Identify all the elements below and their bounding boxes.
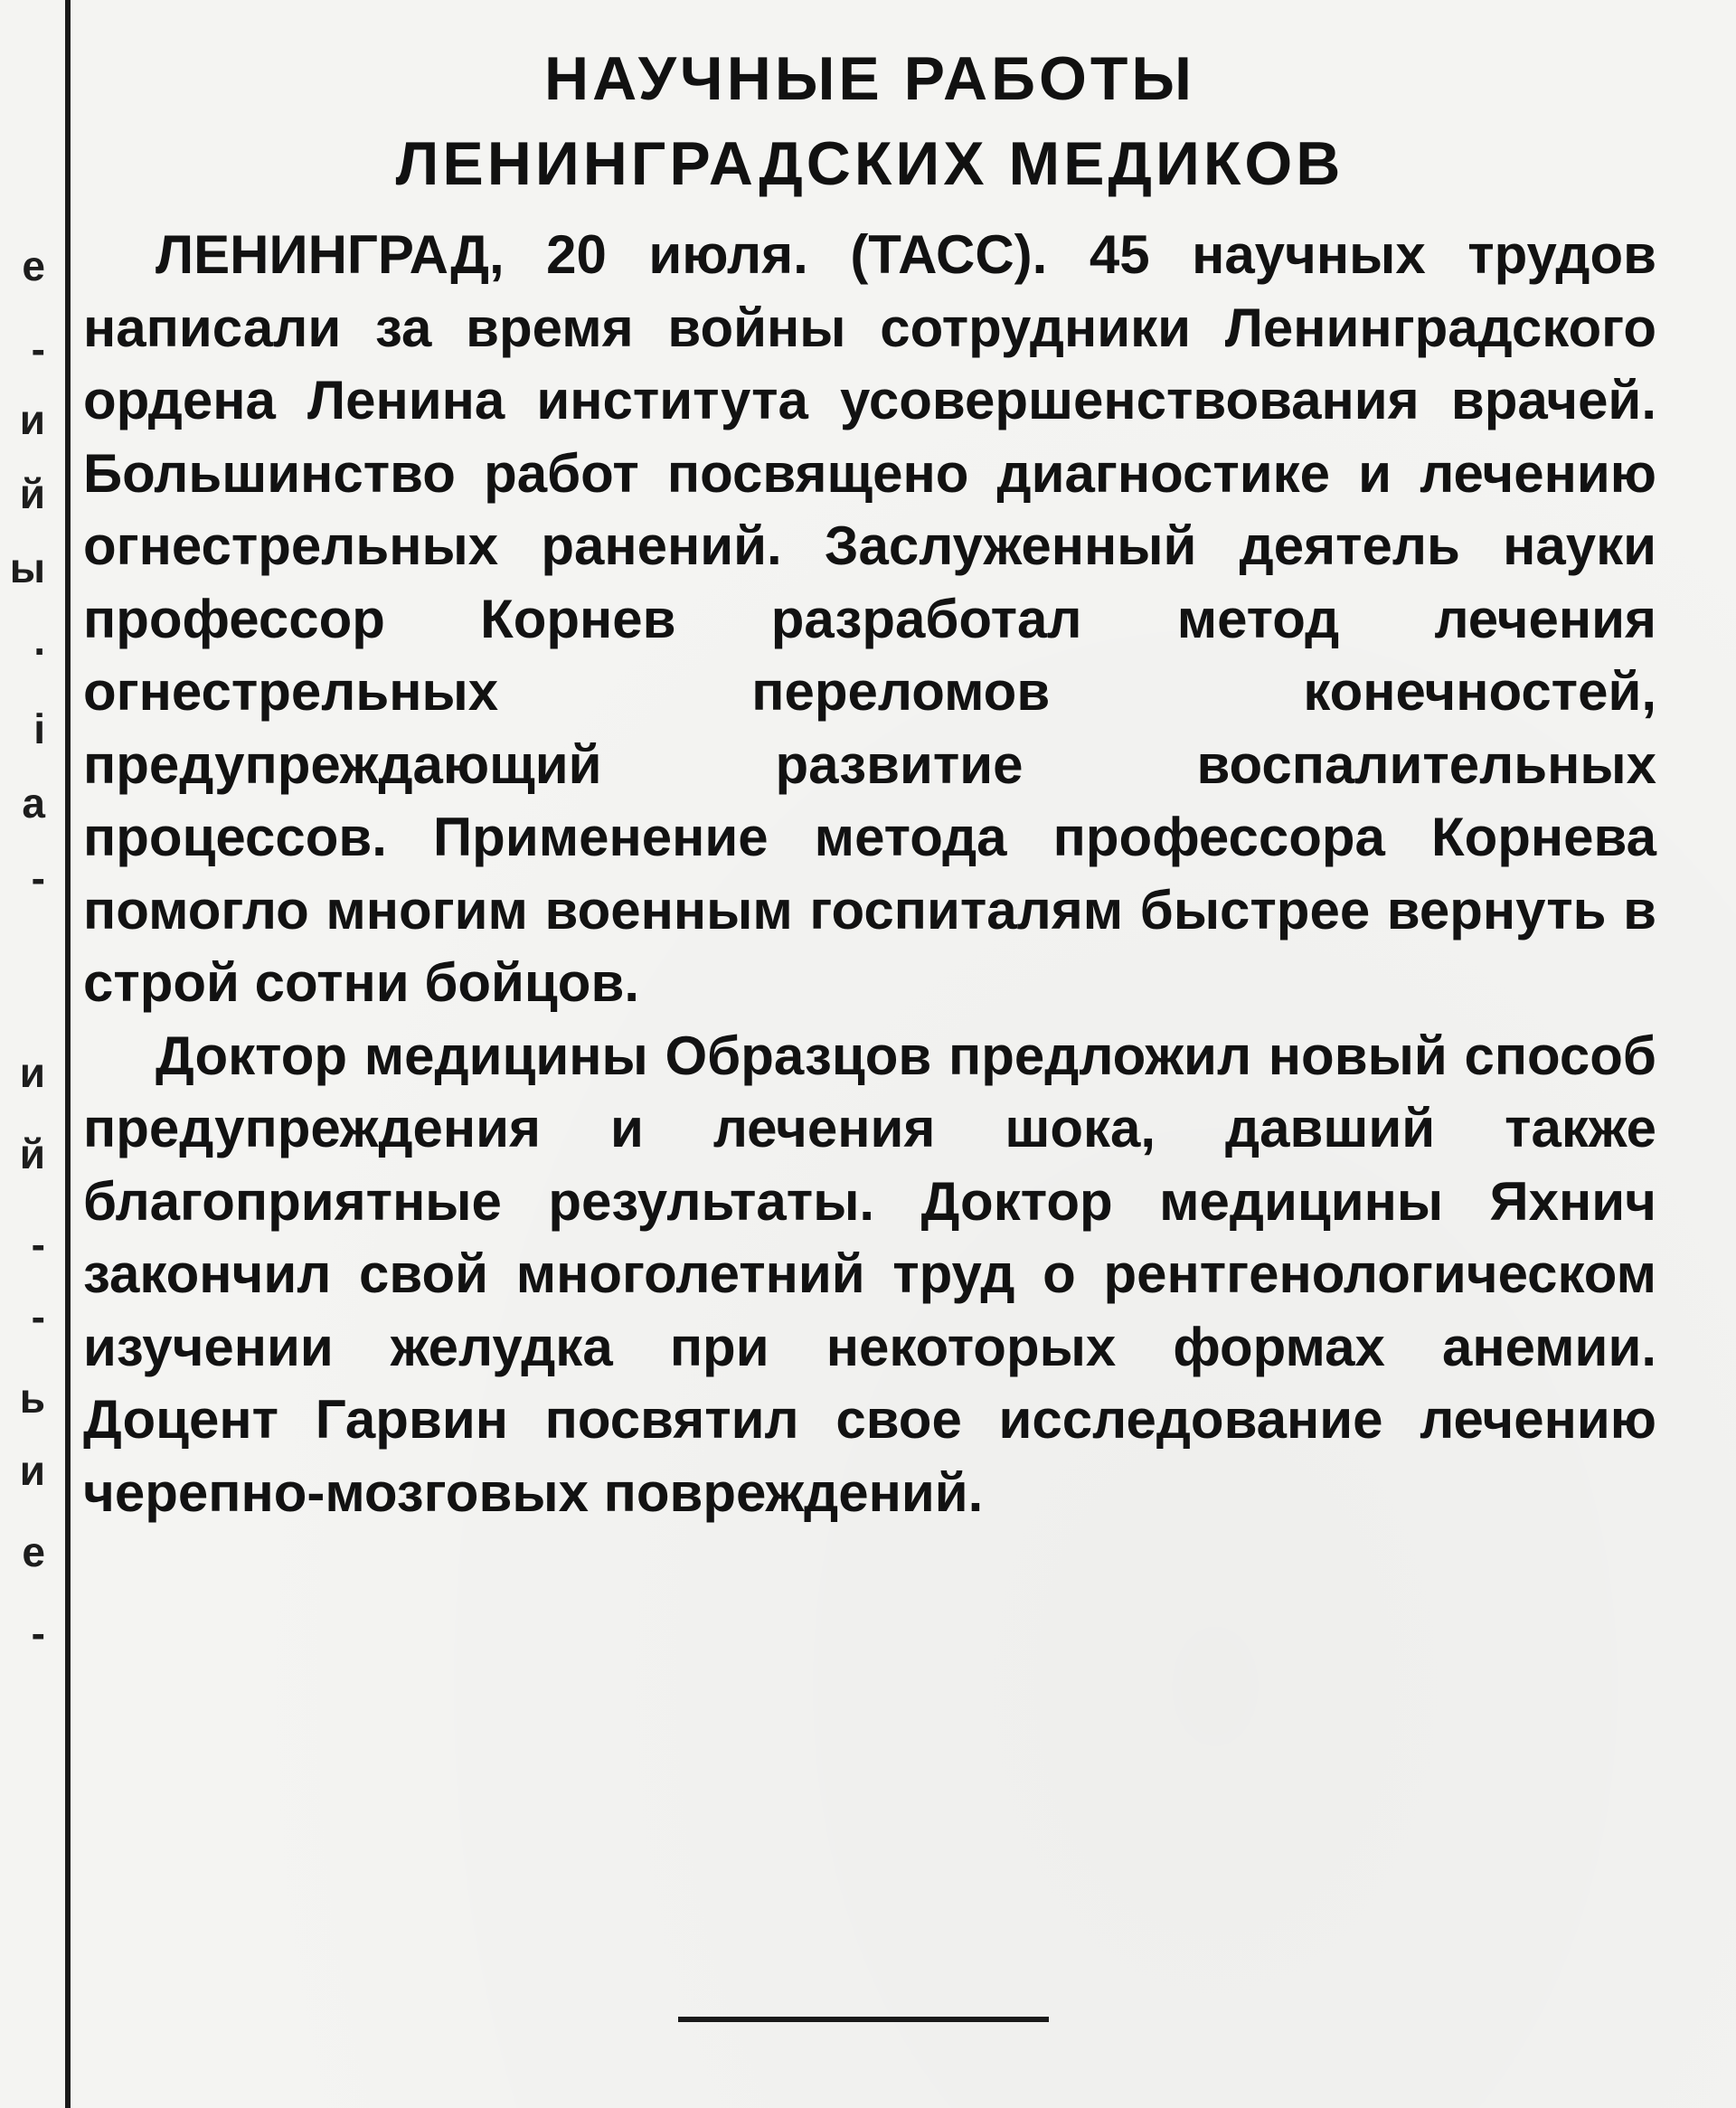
- adjacent-column-fragments: [0, 0, 56, 2108]
- fragment-char: е: [22, 242, 45, 289]
- fragment-char: -: [31, 1293, 45, 1340]
- fragment-char: и: [19, 1049, 45, 1096]
- article-body: [83, 219, 1656, 1529]
- headline-line-1: НАУЧНЫЕ РАБОТЫ: [544, 44, 1195, 113]
- headline-line-2: ЛЕНИНГРАДСКИХ МЕДИКОВ: [395, 129, 1344, 198]
- article-paragraph: Доктор медицины Образцов предложил новый способ предупреждения и лечения шока, давший также благоприятные результаты. Доктор медицины Яхнич закончил свой многолетний труд о рентгенологическом изучении желудка при некоторых формах анемии. Доцент Гарвин посвятил свое исследование лечению черепно-мозговых повреждений.: [83, 1025, 1656, 1523]
- fragment-char: ы: [9, 544, 45, 591]
- fragment-char: -: [31, 1221, 45, 1268]
- column-divider-rule: [65, 0, 71, 2108]
- article-paragraph: ЛЕНИНГРАД, 20 июля. (ТАСС). 45 научных трудов написали за время войны сотрудники Ленинградского ордена Ленина института усовершенствования врачей. Большинство работ посвящено диагностике и лечению огнестрельных ранений. Заслуженный деятель науки профессор Корнев разработал метод лечения огнестрельных переломов конечностей, предупреждающий развитие воспалительных процессов. Применение метода профессора Корнева помогло многим военным госпиталям быстрее вернуть в строй сотни бойцов.: [83, 224, 1656, 1013]
- fragment-char: и: [19, 396, 45, 443]
- fragment-char: -: [31, 855, 45, 902]
- article-headline: [83, 36, 1656, 206]
- fragment-char: .: [33, 617, 45, 664]
- fragment-char: а: [22, 780, 45, 827]
- fragment-char: ь: [19, 1375, 45, 1422]
- fragment-char: й: [19, 470, 45, 517]
- fragment-char: е: [22, 1528, 45, 1575]
- article-end-rule: [678, 2017, 1049, 2022]
- fragment-char: -: [31, 326, 45, 373]
- article: [83, 36, 1656, 1529]
- fragment-char: -: [31, 1610, 45, 1657]
- fragment-char: и: [19, 1447, 45, 1494]
- fragment-char: й: [19, 1130, 45, 1177]
- fragment-char: і: [33, 705, 45, 752]
